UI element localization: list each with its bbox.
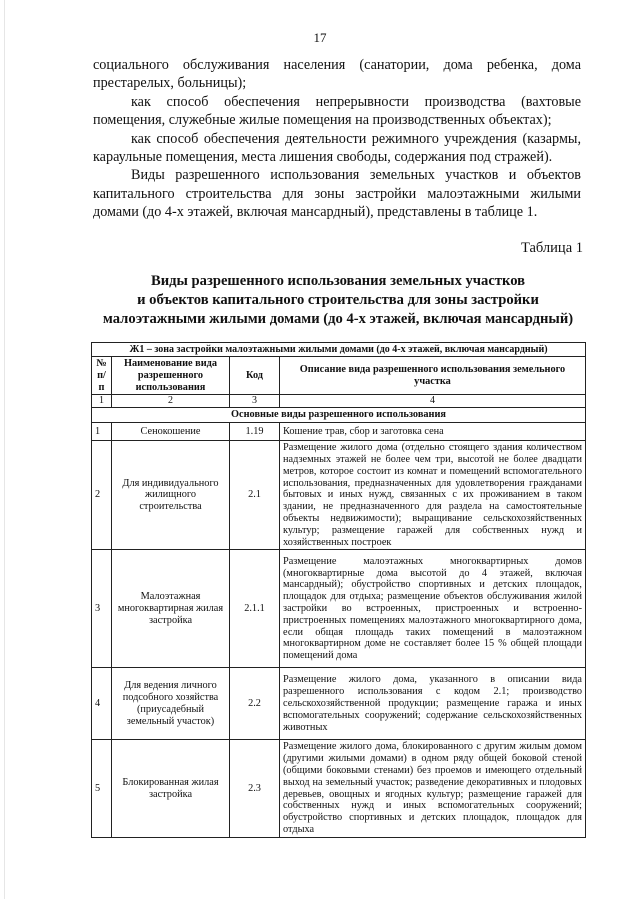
- table-title: [88, 272, 588, 329]
- row-name: Сенокошение: [112, 423, 230, 441]
- row-description: Размещение жилого дома, указанного в описании вида разрешенного использования с кодом 2.1; производство сельскохозяйственной продукции; размещение гаража и иных вспомогательных сооружений; содержание сельскохозяйственных животных: [280, 668, 586, 740]
- paragraph: как способ обеспечения деятельности режимного учреждения (казармы, караульные помещения, места лишения свободы, содержания под стражей).: [93, 130, 581, 166]
- row-num: 4: [92, 668, 112, 740]
- paragraph: Виды разрешенного использования земельных участков и объектов капитального строительства для зоны застройки малоэтажными жилыми домами (до 4-х этажей, включая мансардный), представлены в таблице 1.: [93, 167, 581, 221]
- body-text: [93, 56, 581, 222]
- table-row: [92, 550, 586, 668]
- section-row: [92, 408, 586, 423]
- header-code: Код: [230, 357, 280, 395]
- column-number-row: [92, 395, 586, 408]
- table-row: [92, 740, 586, 837]
- table-label: Таблица 1: [520, 240, 583, 256]
- column-number: 3: [230, 395, 280, 408]
- column-number: 4: [280, 395, 586, 408]
- row-code: 2.2: [230, 668, 280, 740]
- row-code: 1.19: [230, 423, 280, 441]
- column-number: 2: [112, 395, 230, 408]
- paragraph: как способ обеспечения непрерывности производства (вахтовые помещения, служебные жилые помещения на производственных объектах);: [93, 93, 581, 129]
- row-description: Размещение малоэтажных многоквартирных домов (многоквартирные дома высотой до 4 этажей, включая мансардный); обустройство спортивных и детских площадок, площадок для отдыха; размещение объектов обслуживания жилой застройки во встроенных, пристроенных и встроенно-пристроенных помещениях малоэтажного многоквартирного дома, если общая площадь таких помещений в малоэтажном многоквартирном доме не составляет более 15 % общей площади помещений дома: [280, 550, 586, 668]
- row-code: 2.1.1: [230, 550, 280, 668]
- zone-title-row: [92, 343, 586, 357]
- row-num: 2: [92, 441, 112, 550]
- section-title: Основные виды разрешенного использования: [92, 408, 586, 423]
- land-use-table: [91, 342, 586, 838]
- table-row: [92, 441, 586, 550]
- scan-margin-line: [4, 0, 5, 899]
- row-code: 2.3: [230, 740, 280, 837]
- row-code: 2.1: [230, 441, 280, 550]
- title-line: малоэтажными жилыми домами (до 4-х этажей, включая мансардный): [102, 311, 574, 327]
- title-line: и объектов капитального строительства для зоны застройки: [137, 292, 539, 308]
- paragraph: социального обслуживания населения (санатории, дома ребенка, дома престарелых, больницы);: [93, 57, 581, 92]
- page-number: 17: [313, 30, 327, 45]
- zone-title: Ж1 – зона застройки малоэтажными жилыми домами (до 4-х этажей, включая мансардный): [92, 343, 586, 357]
- header-name: Наименование вида разрешенного использования: [112, 357, 230, 395]
- row-name: Блокированная жилая застройка: [112, 740, 230, 837]
- header-row: [92, 357, 586, 395]
- row-num: 3: [92, 550, 112, 668]
- row-description: Размещение жилого дома, блокированного с другим жилым домом (другими жилыми домами) в одном ряду общей боковой стеной (общими боковыми стенами) без проемов и имеющего отдельный выход на земельный участок; разведение декоративных и плодовых деревьев, овощных и ягодных культур; размещение гаражей для собственных нужд и иных вспомогательных сооружений; обустройство спортивных и детских площадок, площадок для отдыха: [280, 740, 586, 837]
- row-name: Малоэтажная многоквартирная жилая застройка: [112, 550, 230, 668]
- header-num: № п/п: [92, 357, 112, 395]
- header-description: Описание вида разрешенного использования земельного участка: [280, 357, 586, 395]
- column-number: 1: [92, 395, 112, 408]
- row-description: Кошение трав, сбор и заготовка сена: [280, 423, 586, 441]
- table-row: [92, 668, 586, 740]
- row-name: Для ведения личного подсобного хозяйства (приусадебный земельный участок): [112, 668, 230, 740]
- title-line: Виды разрешенного использования земельных участков: [150, 273, 526, 289]
- table-row: [92, 423, 586, 441]
- row-name: Для индивидуального жилищного строительства: [112, 441, 230, 550]
- row-description: Размещение жилого дома (отдельно стоящего здания количеством надземных этажей не более чем три, высотой не более двадцати метров, которое состоит из комнат и помещений вспомогательного использования, предназначенных для удовлетворения гражданами бытовых и иных нужд, связанных с их проживанием в таком здании, не предназначенного для раздела на самостоятельные объекты недвижимости); выращивание сельскохозяйственных культур; размещение гаражей для собственных нужд и хозяйственных построек: [280, 441, 586, 550]
- row-num: 5: [92, 740, 112, 837]
- row-num: 1: [92, 423, 112, 441]
